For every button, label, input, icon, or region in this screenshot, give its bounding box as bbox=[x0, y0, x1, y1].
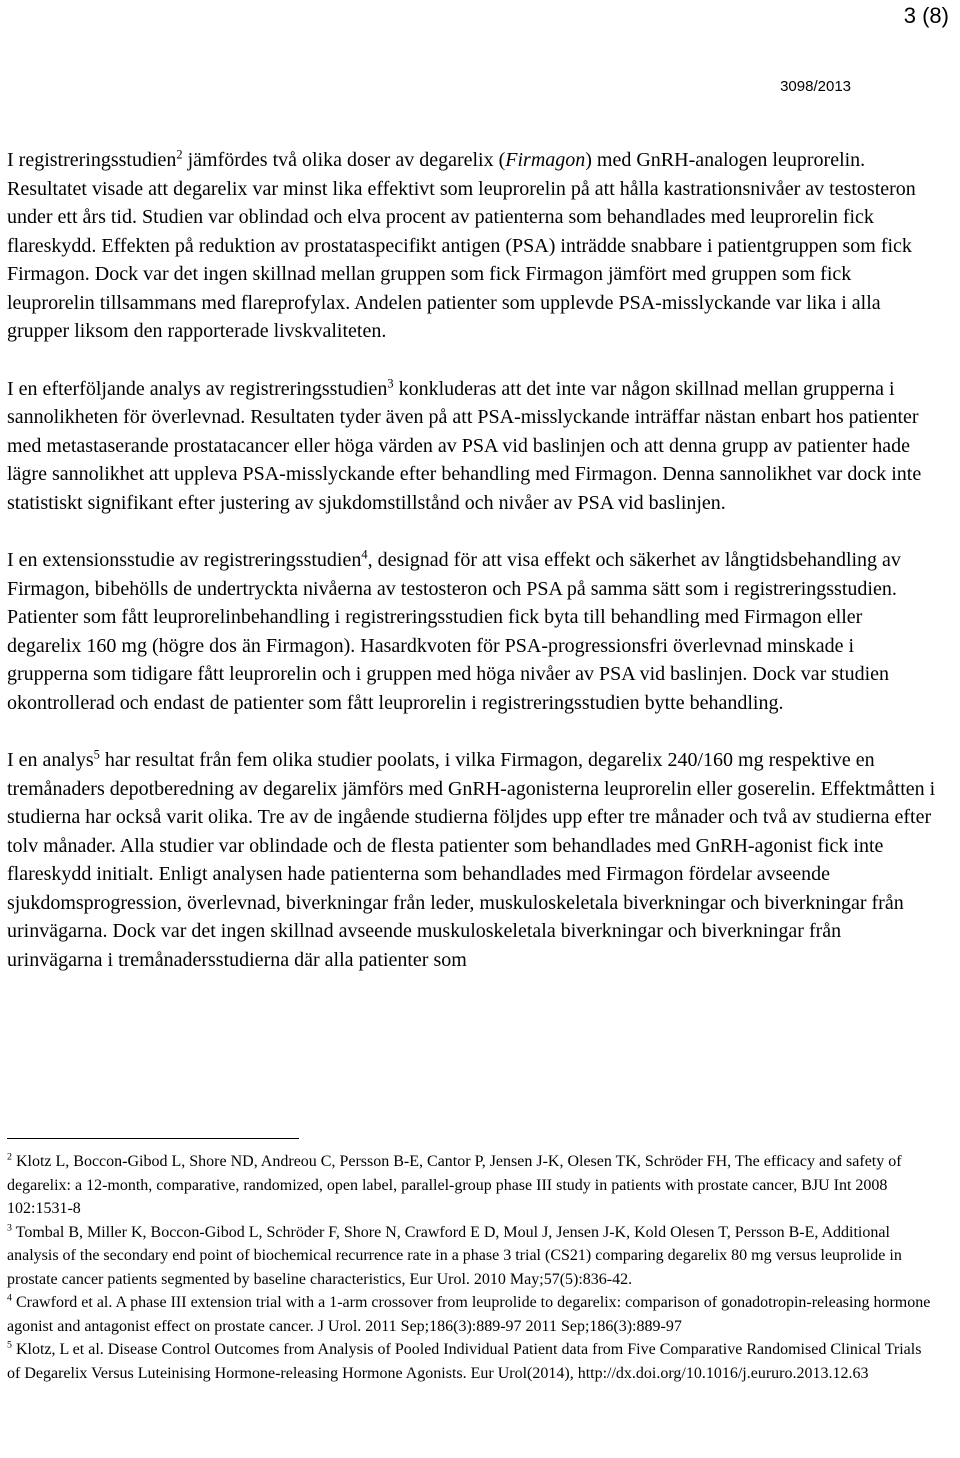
footnote-number: 3 bbox=[7, 1222, 12, 1234]
product-name: Firmagon bbox=[505, 149, 586, 171]
text-segment: , designad för att visa effekt och säkerhet av långtidsbehandling av Firmagon, bibehölls de undertryckta nivåerna av testosteron och PSA på samma sätt som i registreringsstudien. Patienter som fått leuprorelinbehandling i registreringsstudien fick byta till behandling med Firmagon eller degarelix 160 mg (högre dos än Firmagon). Hasardkvoten för PSA-progressionsfri överlevnad minskade i grupperna som tidigare fått leuprorelin och i gruppen med höga nivåer av PSA vid baslinjen. Dock var studien okontrollerad och endast de patienter som fått leuprorelin i registreringsstudien bytte behandling. bbox=[7, 549, 901, 714]
paragraph-followup-analysis bbox=[7, 375, 937, 518]
page-number: 3 (8) bbox=[903, 3, 949, 28]
footnote-number: 4 bbox=[7, 1292, 12, 1304]
text-segment: I en efterföljande analys av registreringsstudien bbox=[7, 377, 388, 400]
footnote-ref-3[interactable]: 3 bbox=[387, 375, 394, 390]
text-segment: I registreringsstudien bbox=[7, 149, 177, 171]
footnote-number: 2 bbox=[7, 1151, 12, 1163]
footnote-3 bbox=[7, 1221, 937, 1292]
paragraph-registration-study bbox=[7, 146, 937, 346]
text-segment: har resultat från fem olika studier poolats, i vilka Firmagon, degarelix 240/160 mg respektive en tremånaders depotberedning av degarelix jämförs med GnRH-agonisterna leuprorelin eller goserelin. Effektmåtten i studierna har också varit olika. Tre av de ingående studierna följdes upp efter tre månader och två av studierna efter tolv månader. Alla studier var oblindade och de flesta patienter som behandlades med GnRH-agonist fick inte flareskydd initialt. Enligt analysen hade patienterna som behandlades med Firmagon fördelar avseende sjukdomsprogression, överlevnad, biverkningar från leder, muskuloskeletala biverkningar och biverkningar från urinvägarna. Dock var det ingen skillnad avseende muskuloskeletala biverkningar och biverkningar från urinvägarna i tremånadersstudierna där alla patienter som bbox=[7, 749, 936, 971]
footnote-text: Klotz, L et al. Disease Control Outcomes from Analysis of Pooled Individual Patient data from Five Comparative Randomised Clinical Trials of Degarelix Versus Luteinising Hormone-releasing Hormone Agonists. Eur Urol(2014), http://dx.doi.org/10.1016/j.eururo.2013.12.63 bbox=[7, 1341, 922, 1382]
footnote-ref-2[interactable]: 2 bbox=[176, 147, 183, 162]
body-text bbox=[7, 146, 937, 1003]
footnotes bbox=[7, 1150, 937, 1385]
footnote-number: 5 bbox=[7, 1339, 12, 1351]
footnote-ref-4[interactable]: 4 bbox=[361, 547, 368, 562]
text-segment: jämfördes två olika doser av degarelix ( bbox=[182, 149, 506, 171]
text-segment: ) med GnRH-analogen leuprorelin. Resultatet visade att degarelix var minst lika effektivt som leuprorelin på att hålla kastrationsnivåer av testosteron under ett års tid. Studien var oblindad och elva procent av patienterna som behandlades med leuprorelin fick flareskydd. Effekten på reduktion av prostataspecifikt antigen (PSA) inträdde snabbare i patientgruppen som fick Firmagon. Dock var det ingen skillnad mellan gruppen som fick Firmagon jämfört med gruppen som fick leuprorelin tillsammans med flareprofylax. Andelen patienter som upplevde PSA-misslyckande var lika i alla grupper liksom den rapporterade livskvaliteten. bbox=[7, 149, 916, 342]
document-reference: 3098/2013 bbox=[780, 78, 851, 95]
paragraph-extension-study bbox=[7, 546, 937, 717]
footnote-text: Klotz L, Boccon-Gibod L, Shore ND, Andreou C, Persson B-E, Cantor P, Jensen J-K, Olesen TK, Schröder FH, The efficacy and safety of degarelix: a 12-month, comparative, randomized, open label, parallel-group phase III study in patients with prostate cancer, BJU Int 2008 102:1531-8 bbox=[7, 1153, 902, 1217]
text-segment: I en analys bbox=[7, 749, 94, 771]
text-segment: I en extensionsstudie av registreringsstudien bbox=[7, 549, 362, 571]
footnote-separator bbox=[7, 1138, 299, 1139]
paragraph-pooled-analysis bbox=[7, 746, 937, 974]
footnote-ref-5[interactable]: 5 bbox=[93, 747, 100, 762]
footnote-text: Tombal B, Miller K, Boccon-Gibod L, Schröder F, Shore N, Crawford E D, Moul J, Jensen J-K, Kold Olesen T, Persson B-E, Additional analysis of the secondary end point of biochemical recurrence rate in a phase 3 trial (CS21) comparing degarelix 80 mg versus leuprolide in prostate cancer patients segmented by baseline characteristics, Eur Urol. 2010 May;57(5):836-42. bbox=[7, 1223, 902, 1288]
footnote-text: Crawford et al. A phase III extension trial with a 1-arm crossover from leuprolide to degarelix: comparison of gonadotropin-releasing hormone agonist and antagonist effect on prostate cancer. J Urol. 2011 Sep;186(3):889-97 2011 Sep;186(3):889-97 bbox=[7, 1294, 931, 1335]
text-segment: konkluderas att det inte var någon skillnad mellan grupperna i sannolikheten för överlevnad. Resultaten tyder även på att PSA-misslyckande inträffar nästan enbart hos patienter med metastaserande prostatacancer eller höga värden av PSA vid baslinjen och att denna grupp av patienter hade lägre sannolikhet att uppleva PSA-misslyckande efter behandling med Firmagon. Denna sannolikhet var dock inte statistiskt signifikant efter justering av sjukdomstillstånd och nivåer av PSA vid baslinjen. bbox=[7, 377, 922, 514]
footnote-2 bbox=[7, 1150, 937, 1221]
footnote-5 bbox=[7, 1338, 937, 1385]
footnote-4 bbox=[7, 1291, 937, 1338]
